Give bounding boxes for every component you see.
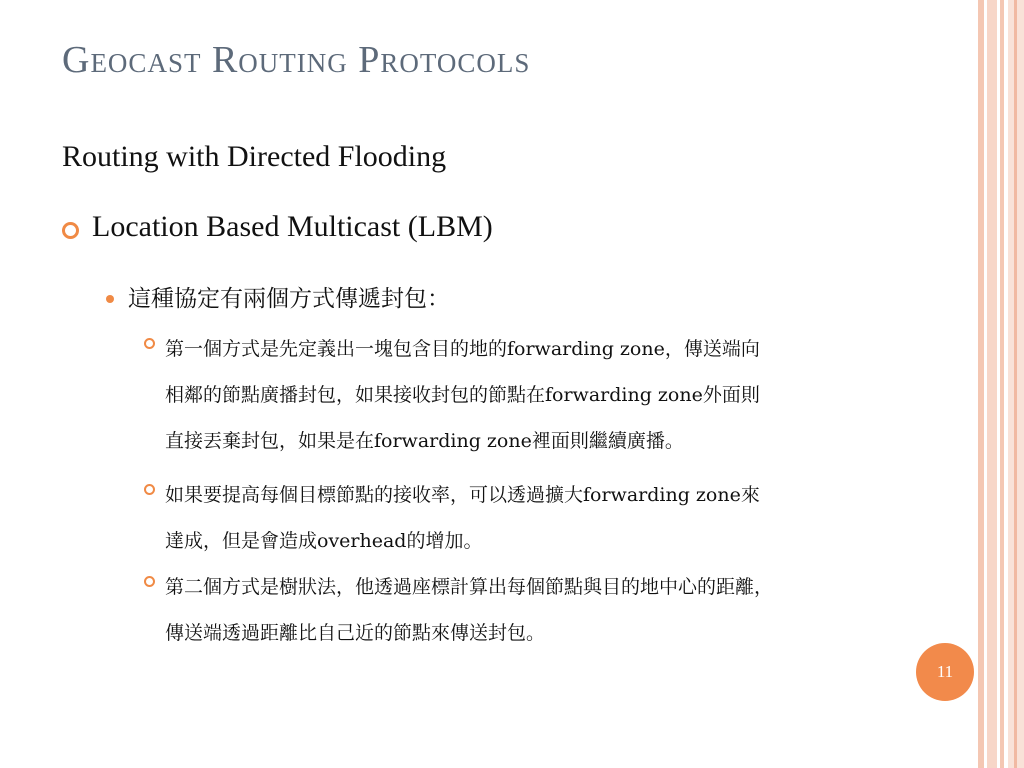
bullet-level3-body [165, 564, 773, 656]
ring-bullet-icon [62, 222, 79, 239]
bullet-line: 第二個方式是樹狀法，他透過座標計算出每個節點與目的地中心的距離， [165, 576, 774, 598]
small-ring-bullet-icon [144, 484, 155, 495]
small-ring-bullet-icon [144, 338, 155, 349]
bullet-line: 如果要提高每個目標節點的接收率，可以透過擴大forwarding zone來 [165, 484, 760, 506]
section-heading: Routing with Directed Flooding [62, 140, 447, 173]
bullet-line: 相鄰的節點廣播封包，如果接收封包的節點在forwarding zone外面則 [165, 384, 760, 406]
bullet-line: 直接丟棄封包，如果是在forwarding zone裡面則繼續廣播。 [165, 430, 684, 452]
decor-stripe [1014, 0, 1017, 768]
small-ring-bullet-icon [144, 576, 155, 587]
bullet-level2-text: 這種協定有兩個方式傳遞封包： [128, 286, 450, 312]
bullet-level3-1 [144, 326, 994, 464]
bullet-level3-body [165, 326, 760, 464]
bullet-level3-3 [144, 564, 994, 656]
bullet-level1 [62, 210, 493, 244]
bullet-line: 傳送端透過距離比自己近的節點來傳送封包。 [165, 622, 546, 644]
bullet-line: 達成，但是會造成overhead的增加。 [165, 530, 483, 552]
bullet-level1-text: Location Based Multicast (LBM) [92, 210, 493, 243]
page-number-badge: 11 [916, 643, 974, 701]
bullet-level3-body [165, 472, 760, 564]
decor-stripe [1000, 0, 1004, 768]
bullet-line: 第一個方式是先定義出一塊包含目的地的forwarding zone，傳送端向 [165, 338, 760, 360]
dot-bullet-icon [106, 295, 114, 303]
bullet-level3-2 [144, 472, 994, 564]
bullet-level2 [106, 280, 450, 313]
slide-title: Geocast Routing Protocols [62, 39, 531, 81]
